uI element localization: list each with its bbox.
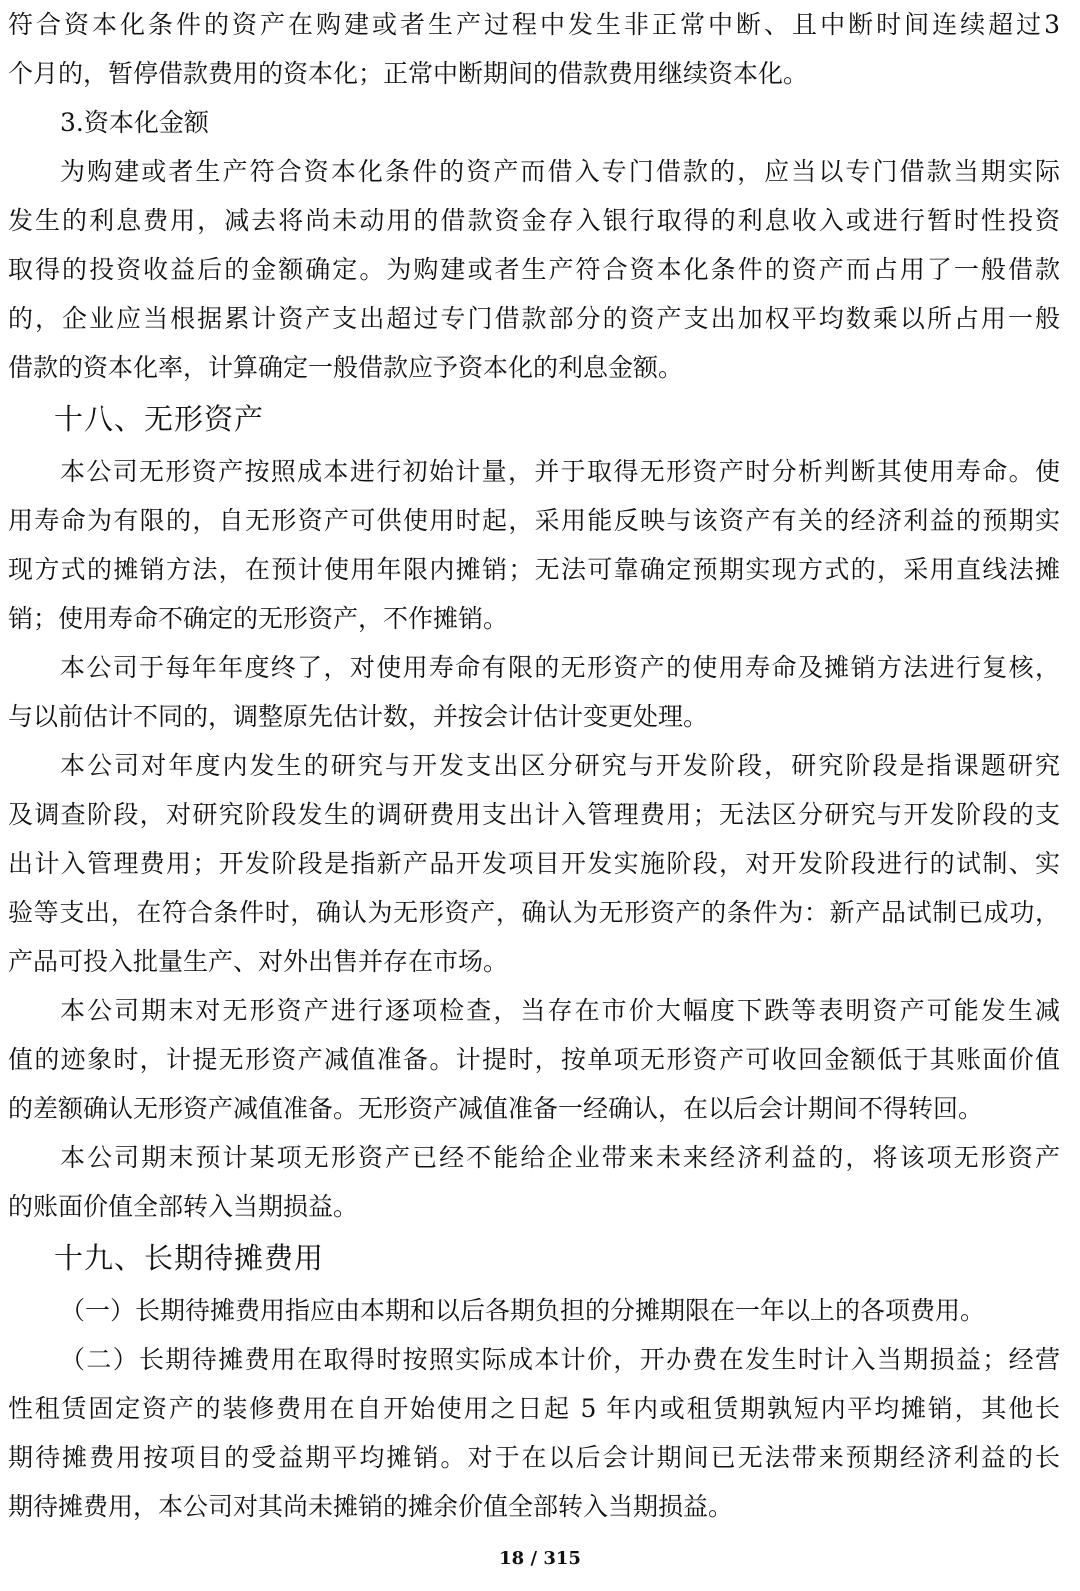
- text-line: 的账面价值全部转入当期损益。: [8, 1192, 359, 1221]
- text-line: 出计入管理费用；开发阶段是指新产品开发项目开发实施阶段，对开发阶段进行的试制、实: [8, 849, 1060, 878]
- text-line: 期待摊费用，本公司对其尚未摊销的摊余价值全部转入当期损益。: [8, 1492, 734, 1521]
- section-heading: 十八、无形资产: [54, 402, 265, 436]
- text-line: 与以前估计不同的，调整原先估计数，并按会计估计变更处理。: [8, 702, 709, 731]
- document-body: [8, 0, 1060, 1531]
- text-line: 值的迹象时，计提无形资产减值准备。计提时，按单项无形资产可收回金额低于其账面价值: [8, 1045, 1060, 1074]
- text-line: 发生的利息费用，减去将尚未动用的借款资金存入银行取得的利息收入或进行暂时性投资: [8, 206, 1060, 235]
- text-line: 符合资本化条件的资产在购建或者生产过程中发生非正常中断、且中断时间连续超过3: [8, 10, 1060, 39]
- text-line: 现方式的摊销方法，在预计使用年限内摊销；无法可靠确定预期实现方式的，采用直线法摊: [8, 555, 1060, 584]
- page-number: [0, 1548, 1080, 1569]
- text-line: 的，企业应当根据累计资产支出超过专门借款部分的资产支出加权平均数乘以所占用一般: [8, 304, 1060, 333]
- text-line: 本公司期末预计某项无形资产已经不能给企业带来未来经济利益的，将该项无形资产: [60, 1143, 1060, 1172]
- text-line: 本公司对年度内发生的研究与开发支出区分研究与开发阶段，研究阶段是指课题研究: [60, 751, 1060, 780]
- text-line: 期待摊费用按项目的受益期平均摊销。对于在以后会计期间已无法带来预期经济利益的长: [8, 1443, 1060, 1472]
- text-line: 个月的，暂停借款费用的资本化；正常中断期间的借款费用继续资本化。: [8, 59, 809, 88]
- page-separator: /: [530, 1548, 538, 1569]
- text-line: 本公司无形资产按照成本进行初始计量，并于取得无形资产时分析判断其使用寿命。使: [60, 457, 1060, 486]
- text-line: 产品可投入批量生产、对外出售并存在市场。: [8, 947, 509, 976]
- text-line: 本公司期末对无形资产进行逐项检查，当存在市价大幅度下跌等表明资产可能发生减: [60, 996, 1060, 1025]
- text-line: 借款的资本化率，计算确定一般借款应予资本化的利息金额。: [8, 353, 684, 382]
- text-line: （二）长期待摊费用在取得时按照实际成本计价，开办费在发生时计入当期损益；经营: [60, 1345, 1060, 1374]
- subsection-title: 3.资本化金额: [60, 108, 209, 137]
- text-line: 销；使用寿命不确定的无形资产，不作摊销。: [8, 604, 509, 633]
- text-line: 本公司于每年年度终了，对使用寿命有限的无形资产的使用寿命及摊销方法进行复核，: [60, 653, 1060, 682]
- text-line: 的差额确认无形资产减值准备。无形资产减值准备一经确认，在以后会计期间不得转回。: [8, 1094, 984, 1123]
- text-line: 为购建或者生产符合资本化条件的资产而借入专门借款的，应当以专门借款当期实际: [60, 157, 1060, 186]
- text-line: 用寿命为有限的，自无形资产可供使用时起，采用能反映与该资产有关的经济利益的预期实: [8, 506, 1060, 535]
- text-line: 及调查阶段，对研究阶段发生的调研费用支出计入管理费用；无法区分研究与开发阶段的支: [8, 800, 1060, 829]
- current-page: 18: [499, 1548, 525, 1569]
- text-line: 验等支出，在符合条件时，确认为无形资产，确认为无形资产的条件为：新产品试制已成功，: [8, 898, 1060, 927]
- text-line: 性租赁固定资产的装修费用在自开始使用之日起 5 年内或租赁期孰短内平均摊销，其他长: [8, 1394, 1060, 1423]
- text-line: 取得的投资收益后的金额确定。为购建或者生产符合资本化条件的资产而占用了一般借款: [8, 255, 1060, 284]
- total-pages: 315: [543, 1548, 581, 1569]
- text-line: （一）长期待摊费用指应由本期和以后各期负担的分摊期限在一年以上的各项费用。: [60, 1296, 986, 1325]
- section-heading: 十九、长期待摊费用: [54, 1241, 325, 1275]
